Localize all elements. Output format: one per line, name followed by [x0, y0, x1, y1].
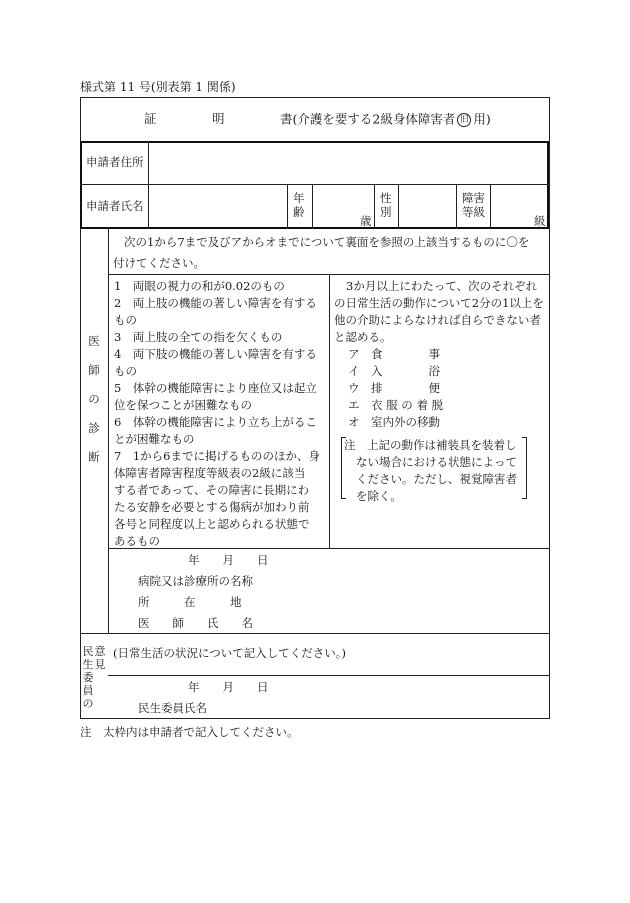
- age-label-left: [287, 184, 288, 229]
- sex-label-left: [374, 184, 375, 229]
- side-char: 民: [82, 645, 94, 658]
- diagnosis-date[interactable]: 年 月 日: [188, 553, 269, 567]
- remark-line: ください。ただし、視覚障害者: [356, 472, 517, 486]
- applicant-row-divider: [80, 184, 550, 185]
- sex-label-top: 性: [380, 191, 392, 205]
- diagnosis-side-divider: [108, 229, 109, 633]
- criteria-line: 体障害者障害程度等級表の2級に該当: [114, 466, 306, 480]
- grade-label-top: 障害: [462, 191, 485, 205]
- age-unit: 歳: [360, 214, 372, 228]
- side-char: 意: [94, 645, 106, 658]
- grade-unit: 級: [534, 214, 546, 228]
- criteria-line: もの: [114, 364, 137, 378]
- signature-divider: [108, 548, 550, 549]
- activity-text: 食 事: [371, 347, 440, 361]
- title-main: [280, 113, 491, 127]
- remark-head: 注 上記の動作は補装具を装着し: [344, 438, 517, 452]
- criteria-line: もの: [114, 313, 137, 327]
- criteria-line[interactable]: 3 両上肢の全ての指を欠くもの: [114, 330, 283, 344]
- criteria-line[interactable]: 5 体幹の機能障害により座位又は起立: [114, 381, 317, 395]
- doctor-diagnosis-side-label: [87, 336, 101, 481]
- footnote: 注 太枠内は申請者で記入してください。: [80, 725, 299, 739]
- sex-field[interactable]: [399, 186, 455, 227]
- activity-text: 衣 服 の 着 脱: [371, 398, 444, 412]
- activity-item[interactable]: [348, 417, 440, 429]
- remark-line: を除く。: [356, 489, 402, 503]
- age-label-top: 年: [293, 191, 305, 205]
- age-label-bottom: 齢: [293, 205, 305, 219]
- criteria-line: あるもの: [114, 534, 160, 548]
- name-label: 申請者氏名: [86, 199, 144, 213]
- side-char: 医: [88, 334, 100, 348]
- criteria-line: とが困難なもの: [114, 432, 195, 446]
- hospital-name-label: 病院又は診療所の名称: [138, 574, 253, 588]
- side-col-1: [82, 645, 94, 710]
- side-char: の: [82, 697, 94, 710]
- side-char: 断: [88, 450, 100, 464]
- remark-bracket-right: [522, 437, 527, 499]
- commissioner-name-label: 民生委員氏名: [138, 701, 207, 715]
- commissioner-mid-divider: [108, 675, 550, 676]
- diagnosis-instruction-1: 次の1から7まで及びアからオまでについて裏面を参照の上該当するものに〇を: [124, 235, 530, 249]
- activity-mark: ア: [348, 347, 360, 361]
- side-char: 委: [82, 671, 94, 684]
- intro-line: の日常生活の動作について2分の1以上を: [334, 296, 544, 310]
- intro-line: と認める。: [334, 330, 392, 344]
- hospital-address-label: 所 在 地: [138, 595, 242, 609]
- address-field[interactable]: [150, 143, 546, 183]
- intro-line: 3か月以上にわたって、次のそれぞれ: [346, 279, 538, 293]
- name-field[interactable]: [150, 186, 286, 227]
- activity-text: 入 浴: [371, 364, 440, 378]
- activity-mark: オ: [348, 415, 360, 429]
- doctor-name-label: 医 師 氏 名: [138, 616, 253, 630]
- grade-label-bottom: 等級: [462, 205, 485, 219]
- side-col-2: [94, 645, 106, 671]
- criteria-line[interactable]: 7 1から6までに掲げるもののほか、身: [114, 449, 320, 463]
- activity-mark: ウ: [348, 381, 360, 395]
- commissioner-date[interactable]: 年 月 日: [188, 680, 269, 694]
- commissioner-name-field[interactable]: [214, 698, 534, 716]
- criteria-line: たる安静を必要とする傷病が加わり前: [114, 500, 310, 514]
- outer-border-bottom: [80, 718, 550, 719]
- activity-item[interactable]: [348, 383, 440, 395]
- title-suffix: 用): [473, 111, 491, 127]
- sex-label-bottom: 別: [380, 205, 392, 219]
- applicant-label-divider: [148, 141, 149, 229]
- criteria-line: する者であって、その障害に長期にわ: [114, 483, 310, 497]
- outer-border-top: [80, 97, 550, 98]
- criteria-column-divider: [329, 274, 330, 548]
- side-char: 員: [82, 684, 94, 697]
- form-number: 様式第 11 号(別表第 1 関係): [80, 80, 236, 94]
- remark-line: ない場合における状態によって: [356, 455, 517, 469]
- old-mark-circle: 旧: [457, 113, 471, 127]
- criteria-line[interactable]: 1 両眼の視力の和が0.02のもの: [114, 279, 285, 293]
- outer-border-right: [549, 97, 550, 719]
- grade-label-left: [456, 184, 457, 229]
- title-char-1: 証: [144, 111, 157, 126]
- activity-text: 室内外の移動: [371, 415, 440, 429]
- doctor-signature-field[interactable]: [270, 560, 540, 630]
- side-char: 生: [82, 658, 94, 671]
- address-label: 申請者住所: [86, 155, 144, 169]
- side-char: 師: [88, 363, 100, 377]
- intro-line: 他の介助によらなければ自らできない者: [334, 313, 541, 327]
- activity-item[interactable]: [348, 349, 440, 361]
- side-char: の: [88, 392, 100, 406]
- side-char: 見: [94, 658, 106, 671]
- diagnosis-instruction-2: 付けてください。: [113, 256, 205, 270]
- activity-item[interactable]: [348, 400, 443, 412]
- criteria-line: 各号と同程度以上と認められる状態で: [114, 517, 310, 531]
- commissioner-prompt: (日常生活の状況について記入してください。): [113, 646, 346, 660]
- daily-life-status-field[interactable]: [110, 662, 548, 674]
- activity-mark: エ: [348, 398, 360, 412]
- criteria-line[interactable]: 6 体幹の機能障害により立ち上がるこ: [114, 415, 317, 429]
- criteria-line[interactable]: 4 両下肢の機能の著しい障害を有する: [114, 347, 317, 361]
- side-char: 診: [88, 421, 100, 435]
- criteria-line[interactable]: 2 両上肢の機能の著しい障害を有する: [114, 296, 317, 310]
- title-char-2: 明: [212, 111, 225, 126]
- criteria-line: 位を保つことが困難なもの: [114, 398, 252, 412]
- activity-mark: イ: [348, 364, 360, 378]
- activity-item[interactable]: [348, 366, 440, 378]
- commissioner-top-divider: [80, 633, 550, 634]
- title-text: 書(介護を要する2級身体障害者: [280, 111, 456, 127]
- activity-text: 排 便: [371, 381, 440, 395]
